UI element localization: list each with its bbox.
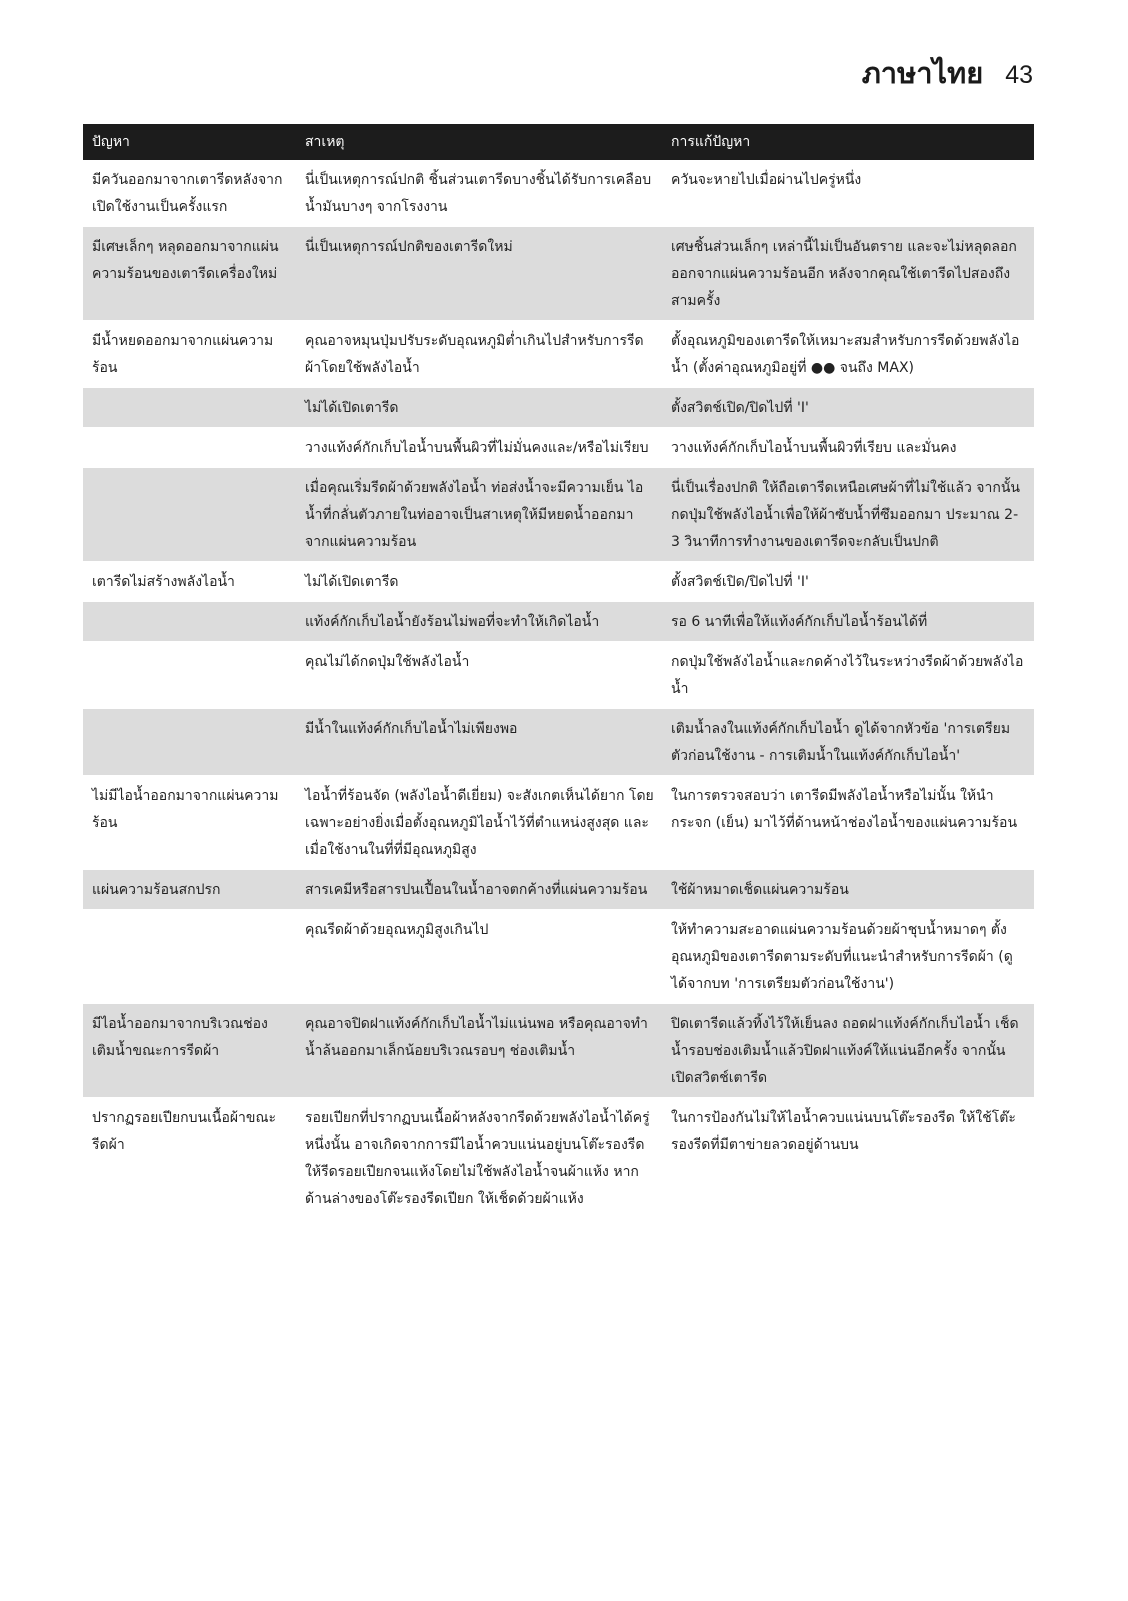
- table-row: [83, 910, 1034, 1004]
- table-row: [83, 1004, 1034, 1098]
- problem-cell: [83, 602, 296, 642]
- cause-cell: ไอน้ำที่ร้อนจัด (พลังไอน้ำดีเยี่ยม) จะสังเกตเห็นได้ยาก โดยเฉพาะอย่างยิ่งเมื่อตั้งอุณหภูมิไอน้ำไว้ที่ตำแหน่งสูงสุด และเมื่อใช้งานในที่ที่มีอุณหภูมิสูง: [296, 776, 662, 870]
- solution-cell: รอ 6 นาทีเพื่อให้แท้งค์กักเก็บไอน้ำร้อนได้ที่: [662, 602, 1034, 642]
- table-row: [83, 428, 1034, 468]
- problem-cell: [83, 709, 296, 776]
- table-row: [83, 642, 1034, 709]
- solution-cell: ควันจะหายไปเมื่อผ่านไปครู่หนึ่ง: [662, 160, 1034, 227]
- problem-cell: [83, 468, 296, 562]
- table-row: [83, 709, 1034, 776]
- troubleshooting-table: [83, 124, 1034, 1219]
- problem-cell: มีควันออกมาจากเตารีดหลังจากเปิดใช้งานเป็นครั้งแรก: [83, 160, 296, 227]
- table-row: [83, 562, 1034, 602]
- table-row: [83, 468, 1034, 562]
- cause-cell: มีน้ำในแท้งค์กักเก็บไอน้ำไม่เพียงพอ: [296, 709, 662, 776]
- table-header-row: [83, 124, 1034, 160]
- cause-cell: นี่เป็นเหตุการณ์ปกติของเตารีดใหม่: [296, 227, 662, 321]
- cause-cell: วางแท้งค์กักเก็บไอน้ำบนพื้นผิวที่ไม่มั่นคงและ/หรือไม่เรียบ: [296, 428, 662, 468]
- solution-cell: ตั้งอุณหภูมิของเตารีดให้เหมาะสมสำหรับการรีดด้วยพลังไอน้ำ (ตั้งค่าอุณหภูมิอยู่ที่ ●● จนถึง MAX): [662, 321, 1034, 388]
- cause-cell: คุณไม่ได้กดปุ่มใช้พลังไอน้ำ: [296, 642, 662, 709]
- problem-cell: ปรากฏรอยเปียกบนเนื้อผ้าขณะรีดผ้า: [83, 1098, 296, 1219]
- solution-cell: กดปุ่มใช้พลังไอน้ำและกดค้างไว้ในระหว่างรีดผ้าด้วยพลังไอน้ำ: [662, 642, 1034, 709]
- table-row: [83, 1098, 1034, 1219]
- solution-cell: นี่เป็นเรื่องปกติ ให้ถือเตารีดเหนือเศษผ้าที่ไม่ใช้แล้ว จากนั้นกดปุ่มใช้พลังไอน้ำเพื่อให้ผ้าซับน้ำที่ซึมออกมา ประมาณ 2-3 วินาทีการทำงานของเตารีดจะกลับเป็นปกติ: [662, 468, 1034, 562]
- solution-cell: ให้ทำความสะอาดแผ่นความร้อนด้วยผ้าชุบน้ำหมาดๆ ตั้งอุณหภูมิของเตารีดตามระดับที่แนะนำสำหรับการรีดผ้า (ดูได้จากบท 'การเตรียมตัวก่อนใช้งาน'): [662, 910, 1034, 1004]
- cause-cell: แท้งค์กักเก็บไอน้ำยังร้อนไม่พอที่จะทำให้เกิดไอน้ำ: [296, 602, 662, 642]
- problem-cell: เตารีดไม่สร้างพลังไอน้ำ: [83, 562, 296, 602]
- table-row: [83, 870, 1034, 910]
- cause-cell: ไม่ได้เปิดเตารีด: [296, 562, 662, 602]
- column-header-cause: สาเหตุ: [296, 124, 662, 160]
- cause-cell: คุณอาจปิดฝาแท้งค์กักเก็บไอน้ำไม่แน่นพอ หรือคุณอาจทำน้ำล้นออกมาเล็กน้อยบริเวณรอบๆ ช่องเติมน้ำ: [296, 1004, 662, 1098]
- solution-cell: เติมน้ำลงในแท้งค์กักเก็บไอน้ำ ดูได้จากหัวข้อ 'การเตรียมตัวก่อนใช้งาน - การเติมน้ำในแท้งค์กักเก็บไอน้ำ': [662, 709, 1034, 776]
- cause-cell: รอยเปียกที่ปรากฏบนเนื้อผ้าหลังจากรีดด้วยพลังไอน้ำได้ครู่หนึ่งนั้น อาจเกิดจากการมีไอน้ำควบแน่นอยู่บนโต๊ะรองรีด ให้รีดรอยเปียกจนแห้งโดยไม่ใช้พลังไอน้ำจนผ้าแห้ง หากด้านล่างของโต๊ะรองรีดเปียก ให้เช็ดด้วยผ้าแห้ง: [296, 1098, 662, 1219]
- cause-cell: คุณรีดผ้าด้วยอุณหภูมิสูงเกินไป: [296, 910, 662, 1004]
- problem-cell: มีน้ำหยดออกมาจากแผ่นความร้อน: [83, 321, 296, 388]
- cause-cell: คุณอาจหมุนปุ่มปรับระดับอุณหภูมิต่ำเกินไปสำหรับการรีดผ้าโดยใช้พลังไอน้ำ: [296, 321, 662, 388]
- problem-cell: ไม่มีไอน้ำออกมาจากแผ่นความร้อน: [83, 776, 296, 870]
- problem-cell: [83, 388, 296, 428]
- solution-cell: ตั้งสวิตช์เปิด/ปิดไปที่ 'I': [662, 562, 1034, 602]
- solution-cell: ในการป้องกันไม่ให้ไอน้ำควบแน่นบนโต๊ะรองรีด ให้ใช้โต๊ะรองรีดที่มีตาข่ายลวดอยู่ด้านบน: [662, 1098, 1034, 1219]
- cause-cell: นี่เป็นเหตุการณ์ปกติ ชิ้นส่วนเตารีดบางชิ้นได้รับการเคลือบน้ำมันบางๆ จากโรงงาน: [296, 160, 662, 227]
- problem-cell: [83, 428, 296, 468]
- page-header: [862, 50, 1033, 96]
- solution-cell: ใช้ผ้าหมาดเช็ดแผ่นความร้อน: [662, 870, 1034, 910]
- page-number: 43: [1005, 61, 1033, 89]
- cause-cell: ไม่ได้เปิดเตารีด: [296, 388, 662, 428]
- problem-cell: มีเศษเล็กๆ หลุดออกมาจากแผ่นความร้อนของเตารีดเครื่องใหม่: [83, 227, 296, 321]
- solution-cell: ตั้งสวิตช์เปิด/ปิดไปที่ 'I': [662, 388, 1034, 428]
- table-row: [83, 321, 1034, 388]
- language-title: ภาษาไทย: [861, 56, 984, 90]
- table-row: [83, 227, 1034, 321]
- table-row: [83, 388, 1034, 428]
- table-row: [83, 776, 1034, 870]
- column-header-solution: การแก้ปัญหา: [662, 124, 1034, 160]
- solution-cell: เศษชิ้นส่วนเล็กๆ เหล่านี้ไม่เป็นอันตราย และจะไม่หลุดลอกออกจากแผ่นความร้อนอีก หลังจากคุณใช้เตารีดไปสองถึงสามครั้ง: [662, 227, 1034, 321]
- solution-cell: วางแท้งค์กักเก็บไอน้ำบนพื้นผิวที่เรียบ และมั่นคง: [662, 428, 1034, 468]
- problem-cell: มีไอน้ำออกมาจากบริเวณช่องเติมน้ำขณะการรีดผ้า: [83, 1004, 296, 1098]
- problem-cell: แผ่นความร้อนสกปรก: [83, 870, 296, 910]
- solution-cell: ในการตรวจสอบว่า เตารีดมีพลังไอน้ำหรือไม่นั้น ให้นำกระจก (เย็น) มาไว้ที่ด้านหน้าช่องไอน้ำของแผ่นความร้อน: [662, 776, 1034, 870]
- solution-cell: ปิดเตารีดแล้วทิ้งไว้ให้เย็นลง ถอดฝาแท้งค์กักเก็บไอน้ำ เช็ดน้ำรอบช่องเติมน้ำแล้วปิดฝาแท้งค์ให้แน่นอีกครั้ง จากนั้นเปิดสวิตช์เตารีด: [662, 1004, 1034, 1098]
- table-row: [83, 160, 1034, 227]
- cause-cell: เมื่อคุณเริ่มรีดผ้าด้วยพลังไอน้ำ ท่อส่งน้ำจะมีความเย็น ไอน้ำที่กลั่นตัวภายในท่ออาจเป็นสาเหตุให้มีหยดน้ำออกมาจากแผ่นความร้อน: [296, 468, 662, 562]
- problem-cell: [83, 642, 296, 709]
- column-header-problem: ปัญหา: [83, 124, 296, 160]
- problem-cell: [83, 910, 296, 1004]
- table-row: [83, 602, 1034, 642]
- cause-cell: สารเคมีหรือสารปนเปื้อนในน้ำอาจตกค้างที่แผ่นความร้อน: [296, 870, 662, 910]
